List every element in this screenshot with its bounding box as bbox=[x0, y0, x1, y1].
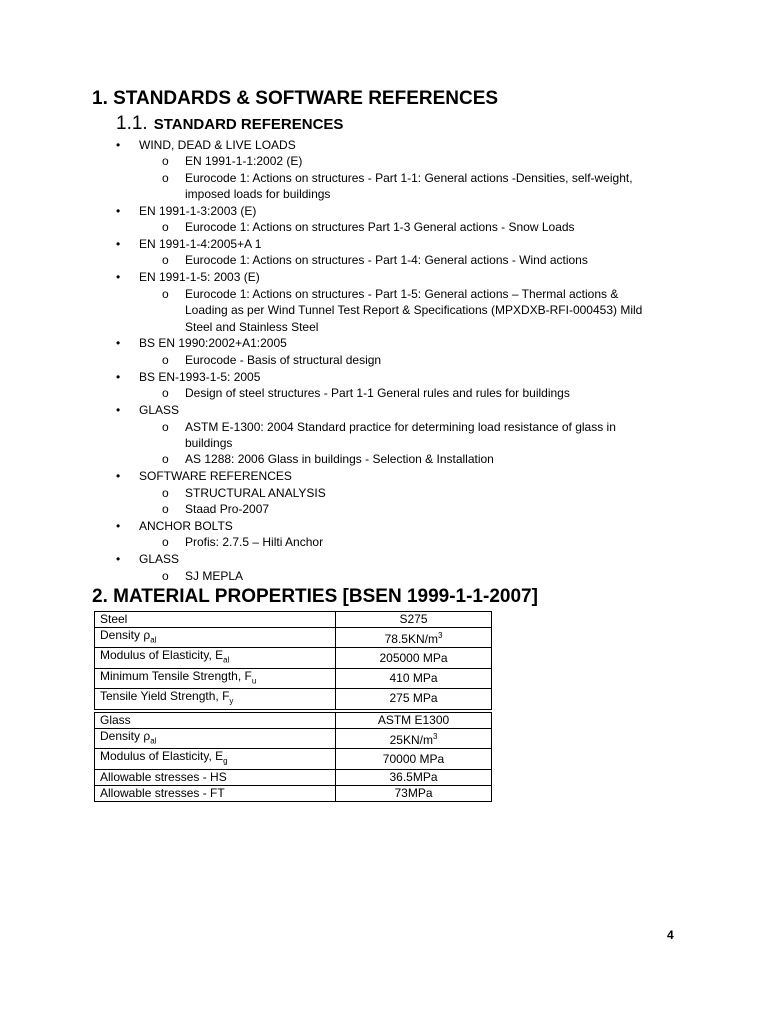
bullet-marker: • bbox=[116, 270, 121, 284]
list-subitem: Design of steel structures - Part 1-1 General rules and rules for buildings bbox=[185, 386, 570, 400]
table-cell bbox=[95, 628, 336, 648]
list-subitem: Eurocode - Basis of structural design bbox=[185, 353, 382, 367]
list-subitem: EN 1991-1-1:2002 (E) bbox=[185, 154, 303, 168]
list-subitem: Eurocode 1: Actions on structures Part 1-3 General actions - Snow Loads bbox=[185, 220, 575, 234]
section-1-1-title: STANDARD REFERENCES bbox=[153, 116, 344, 133]
table-row bbox=[95, 749, 492, 769]
table-row bbox=[95, 668, 492, 688]
list-subitem: AS 1288: 2006 Glass in buildings - Selection & Installation bbox=[185, 452, 494, 466]
subscript: al bbox=[150, 635, 157, 645]
section-1-1-heading bbox=[116, 113, 343, 135]
sub-bullet-marker: o bbox=[162, 287, 169, 301]
sub-bullet-marker: o bbox=[162, 535, 169, 549]
table-cell: Glass bbox=[95, 713, 336, 729]
cell-text: Minimum Tensile Strength, F bbox=[100, 668, 252, 683]
sub-bullet-marker: o bbox=[162, 171, 169, 185]
table-cell: 275 MPa bbox=[336, 689, 492, 709]
subscript: g bbox=[223, 756, 228, 766]
sub-bullet-marker: o bbox=[162, 220, 169, 234]
table-cell: Allowable stresses - FT bbox=[95, 785, 336, 801]
table-row bbox=[95, 769, 492, 785]
bullet-marker: • bbox=[116, 519, 121, 533]
bullet-marker: • bbox=[116, 552, 121, 566]
table-row bbox=[95, 648, 492, 668]
table-row bbox=[95, 612, 492, 628]
table-cell bbox=[95, 648, 336, 668]
subscript: al bbox=[223, 655, 230, 665]
cell-text: Tensile Yield Strength, F bbox=[100, 689, 230, 704]
table-cell: Steel bbox=[95, 612, 336, 628]
cell-text: 25KN/m bbox=[389, 733, 433, 748]
table-cell: 73MPa bbox=[336, 785, 492, 801]
list-subitem-continuation: imposed loads for buildings bbox=[185, 187, 331, 201]
table-cell bbox=[95, 668, 336, 688]
list-subitem: Eurocode 1: Actions on structures - Part 1-5: General actions – Thermal actions & bbox=[185, 287, 619, 301]
table-row bbox=[95, 713, 492, 729]
list-item: EN 1991-1-5: 2003 (E) bbox=[139, 270, 260, 284]
table-cell: Allowable stresses - HS bbox=[95, 769, 336, 785]
table-row bbox=[95, 689, 492, 709]
sub-bullet-marker: o bbox=[162, 502, 169, 516]
table-cell bbox=[95, 729, 336, 749]
list-item: SOFTWARE REFERENCES bbox=[139, 469, 292, 483]
list-subitem: Profis: 2.7.5 – Hilti Anchor bbox=[185, 535, 324, 549]
cell-text: Density ρ bbox=[100, 628, 151, 642]
superscript: 3 bbox=[432, 732, 438, 742]
cell-text: Density ρ bbox=[100, 729, 151, 743]
glass-properties-table bbox=[94, 712, 492, 802]
list-item: GLASS bbox=[139, 552, 180, 566]
sub-bullet-marker: o bbox=[162, 569, 169, 583]
bullet-marker: • bbox=[116, 237, 121, 251]
list-subitem: SJ MEPLA bbox=[185, 569, 244, 583]
subscript: y bbox=[229, 696, 234, 706]
bullet-marker: • bbox=[116, 336, 121, 350]
bullet-marker: • bbox=[116, 138, 121, 152]
bullet-marker: • bbox=[116, 469, 121, 483]
list-subitem: Staad Pro-2007 bbox=[185, 502, 270, 516]
section-2-title: 2. MATERIAL PROPERTIES [BSEN 1999-1-1-2007] bbox=[92, 586, 538, 607]
sub-bullet-marker: o bbox=[162, 452, 169, 466]
table-row bbox=[95, 785, 492, 801]
list-item: WIND, DEAD & LIVE LOADS bbox=[139, 138, 296, 152]
page-number: 4 bbox=[667, 928, 674, 942]
table-cell bbox=[95, 749, 336, 769]
table-cell: 205000 MPa bbox=[336, 648, 492, 668]
list-item: EN 1991-1-4:2005+A 1 bbox=[139, 237, 262, 251]
list-subitem: STRUCTURAL ANALYSIS bbox=[185, 486, 326, 500]
bullet-marker: • bbox=[116, 370, 121, 384]
list-subitem: Eurocode 1: Actions on structures - Part 1-1: General actions -Densities, self-weight, bbox=[185, 171, 633, 185]
table-cell bbox=[95, 689, 336, 709]
cell-text: 78.5KN/m bbox=[384, 632, 438, 647]
subscript: u bbox=[251, 676, 257, 686]
section-1-title: 1. STANDARDS & SOFTWARE REFERENCES bbox=[92, 88, 499, 109]
bullet-marker: • bbox=[116, 204, 121, 218]
superscript: 3 bbox=[437, 631, 443, 641]
list-subitem: ASTM E-1300: 2004 Standard practice for determining load resistance of glass in bbox=[185, 420, 616, 434]
table-cell: 36.5MPa bbox=[336, 769, 492, 785]
sub-bullet-marker: o bbox=[162, 353, 169, 367]
list-subitem-continuation: buildings bbox=[185, 436, 233, 450]
list-item: BS EN-1993-1-5: 2005 bbox=[139, 370, 261, 384]
table-row bbox=[95, 729, 492, 749]
list-item: ANCHOR BOLTS bbox=[139, 519, 233, 533]
table-cell bbox=[336, 729, 492, 749]
sub-bullet-marker: o bbox=[162, 420, 169, 434]
table-cell: ASTM E1300 bbox=[336, 713, 492, 729]
table-cell: 70000 MPa bbox=[336, 749, 492, 769]
cell-text: Modulus of Elasticity, E bbox=[100, 749, 224, 764]
cell-text: Modulus of Elasticity, E bbox=[100, 648, 224, 663]
list-subitem-continuation: Loading as per Wind Tunnel Test Report & Specifications (MPXDXB-RFI-000453) Mild bbox=[185, 303, 643, 317]
sub-bullet-marker: o bbox=[162, 154, 169, 168]
sub-bullet-marker: o bbox=[162, 486, 169, 500]
bullet-marker: • bbox=[116, 403, 121, 417]
list-subitem: Eurocode 1: Actions on structures - Part 1-4: General actions - Wind actions bbox=[185, 253, 588, 267]
sub-bullet-marker: o bbox=[162, 386, 169, 400]
table-row bbox=[95, 628, 492, 648]
sub-bullet-marker: o bbox=[162, 253, 169, 267]
list-item: BS EN 1990:2002+A1:2005 bbox=[139, 336, 287, 350]
steel-properties-table bbox=[94, 611, 492, 710]
table-cell: S275 bbox=[336, 612, 492, 628]
subscript: al bbox=[150, 736, 157, 746]
section-1-1-number: 1.1. bbox=[116, 113, 148, 134]
list-subitem-continuation: Steel and Stainless Steel bbox=[185, 320, 319, 334]
list-item: EN 1991-1-3:2003 (E) bbox=[139, 204, 257, 218]
table-cell bbox=[336, 628, 492, 648]
list-item: GLASS bbox=[139, 403, 180, 417]
table-cell: 410 MPa bbox=[336, 668, 492, 688]
